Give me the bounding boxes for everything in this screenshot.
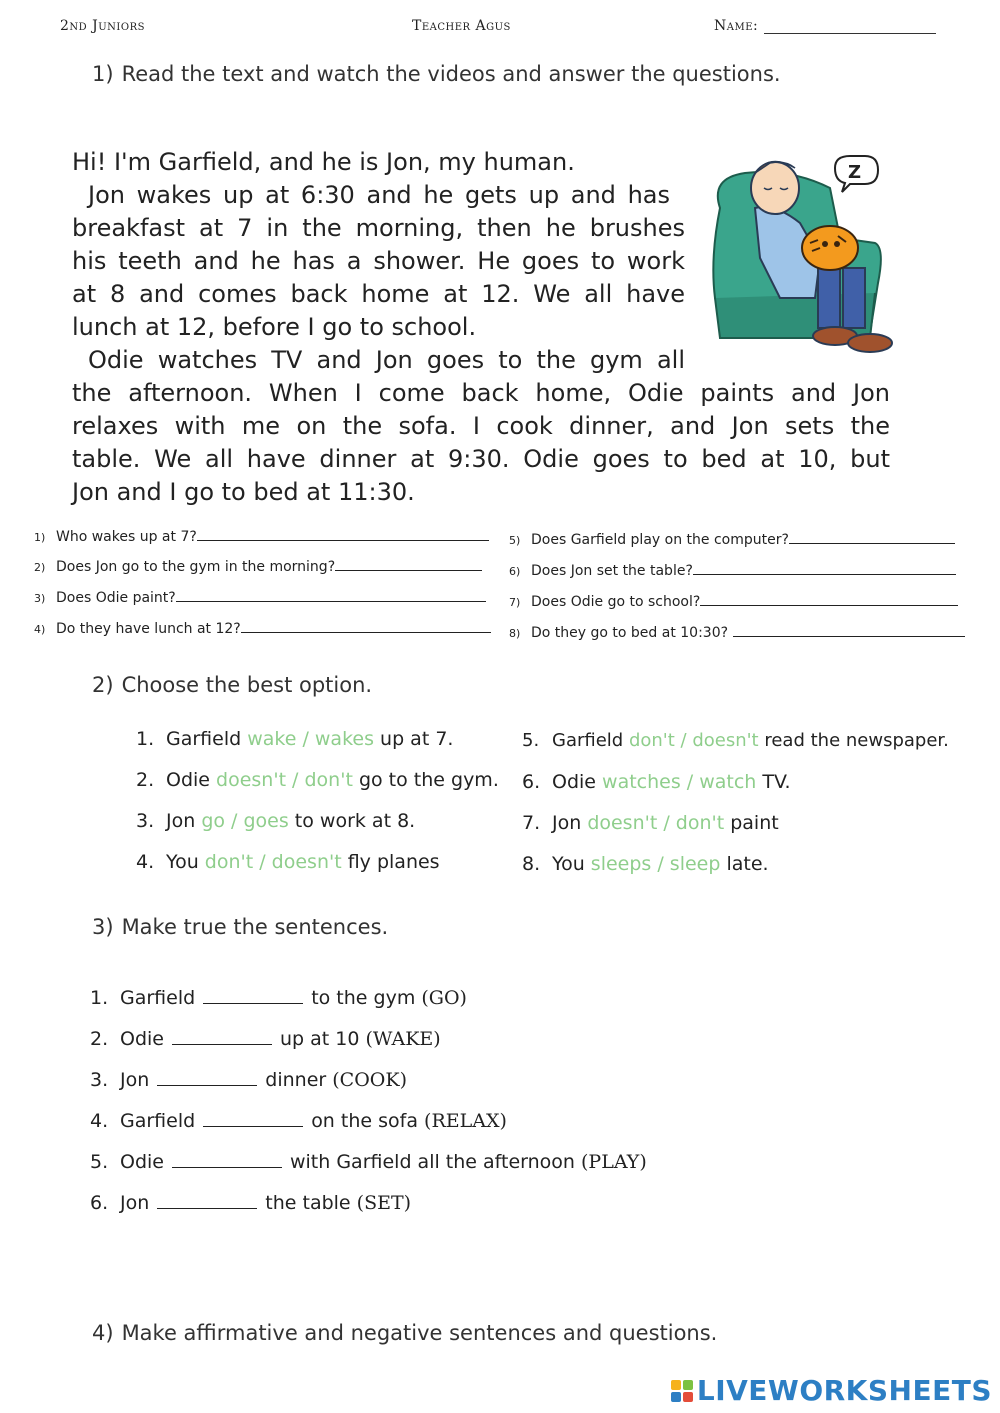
logo-text: LIVEWORKSHEETS <box>696 1374 992 1407</box>
section1-heading: 1) Read the text and watch the videos and answer the questions. <box>92 62 781 86</box>
zzz-text: Z <box>848 162 862 183</box>
blank-input[interactable] <box>172 1161 282 1168</box>
answer-line[interactable] <box>693 566 956 575</box>
liveworksheets-logo[interactable] <box>671 1374 992 1407</box>
option-item-8: 8. You sleeps / sleep late. <box>522 853 769 875</box>
story-line: Odie watches TV and Jon goes to the gym all <box>88 346 685 374</box>
blank-input[interactable] <box>203 1120 303 1127</box>
teacher-label: Teacher Agus <box>412 18 511 34</box>
story-line: Jon and I go to bed at 11:30. <box>72 478 415 506</box>
story-line: his teeth and he has a shower. He goes to work <box>72 247 685 275</box>
story-line: relaxes with me on the sofa. I cook dinner, and Jon sets the <box>72 412 890 440</box>
option-item-5: 5. Garfield don't / doesn't read the newspaper. <box>522 730 949 751</box>
story-line: at 8 and comes back home at 12. We all have <box>72 280 685 308</box>
option-choice[interactable]: wake / wakes <box>247 728 374 750</box>
question-2: 2) Does Jon go to the gym in the morning? <box>34 559 482 575</box>
story-line: table. We all have dinner at 9:30. Odie goes to bed at 10, but <box>72 445 890 473</box>
logo-icon <box>671 1380 693 1402</box>
question-5: 5) Does Garfield play on the computer? <box>509 532 955 548</box>
question-8: 8) Do they go to bed at 10:30? <box>509 625 965 641</box>
answer-line[interactable] <box>789 535 955 544</box>
blank-input[interactable] <box>203 997 303 1004</box>
answer-line[interactable] <box>700 597 958 606</box>
section4-heading: 4) Make affirmative and negative sentences and questions. <box>92 1321 718 1345</box>
option-choice[interactable]: sleeps / sleep <box>590 853 721 875</box>
story-line: the afternoon. When I come back home, Odie paints and Jon <box>72 379 890 407</box>
name-input-line[interactable] <box>764 19 936 34</box>
blank-input[interactable] <box>157 1202 257 1209</box>
answer-line[interactable] <box>241 624 491 633</box>
option-choice[interactable]: doesn't / don't <box>216 769 353 791</box>
answer-line[interactable] <box>335 562 482 571</box>
blank-input[interactable] <box>157 1079 257 1086</box>
story-line: breakfast at 7 in the morning, then he brushes <box>72 214 685 242</box>
name-label: Name: <box>714 18 759 34</box>
section3-heading: 3) Make true the sentences. <box>92 915 389 939</box>
name-field <box>714 18 936 34</box>
option-choice[interactable]: don't / doesn't <box>628 730 759 751</box>
garfield-jon-illustration <box>700 148 895 358</box>
option-choice[interactable]: go / goes <box>201 810 289 832</box>
option-item-7: 7. Jon doesn't / don't paint <box>522 812 779 834</box>
option-choice[interactable]: doesn't / don't <box>587 812 725 834</box>
story-line: Hi! I'm Garfield, and he is Jon, my human. <box>72 148 575 176</box>
sentence-item-2: 2. Odie up at 10 (WAKE) <box>90 1028 441 1050</box>
class-label: 2nd Juniors <box>60 18 145 34</box>
sentence-item-1: 1. Garfield to the gym (GO) <box>90 987 467 1009</box>
story-line: Jon wakes up at 6:30 and he gets up and has <box>88 181 670 209</box>
option-item-2: 2. Odie doesn't / don't go to the gym. <box>136 769 499 791</box>
answer-line[interactable] <box>733 628 965 637</box>
option-item-1: 1. Garfield wake / wakes up at 7. <box>136 728 454 750</box>
option-choice[interactable]: don't / doesn't <box>204 851 342 873</box>
section2-heading: 2) Choose the best option. <box>92 673 373 697</box>
option-choice[interactable]: watches / watch <box>602 771 757 793</box>
sentence-item-3: 3. Jon dinner (COOK) <box>90 1069 407 1091</box>
question-3: 3) Does Odie paint? <box>34 590 486 606</box>
answer-line[interactable] <box>197 532 489 541</box>
question-1: 1) Who wakes up at 7? <box>34 529 489 545</box>
story-line: lunch at 12, before I go to school. <box>72 313 477 341</box>
blank-input[interactable] <box>172 1038 272 1045</box>
option-item-4: 4. You don't / doesn't fly planes <box>136 851 440 873</box>
option-item-3: 3. Jon go / goes to work at 8. <box>136 810 416 832</box>
sentence-item-4: 4. Garfield on the sofa (RELAX) <box>90 1110 507 1132</box>
question-7: 7) Does Odie go to school? <box>509 594 958 610</box>
question-6: 6) Does Jon set the table? <box>509 563 956 579</box>
question-4: 4) Do they have lunch at 12? <box>34 621 491 637</box>
sentence-item-5: 5. Odie with Garfield all the afternoon (PLAY) <box>90 1151 647 1173</box>
option-item-6: 6. Odie watches / watch TV. <box>522 771 791 793</box>
answer-line[interactable] <box>176 593 486 602</box>
sentence-item-6: 6. Jon the table (SET) <box>90 1192 412 1214</box>
